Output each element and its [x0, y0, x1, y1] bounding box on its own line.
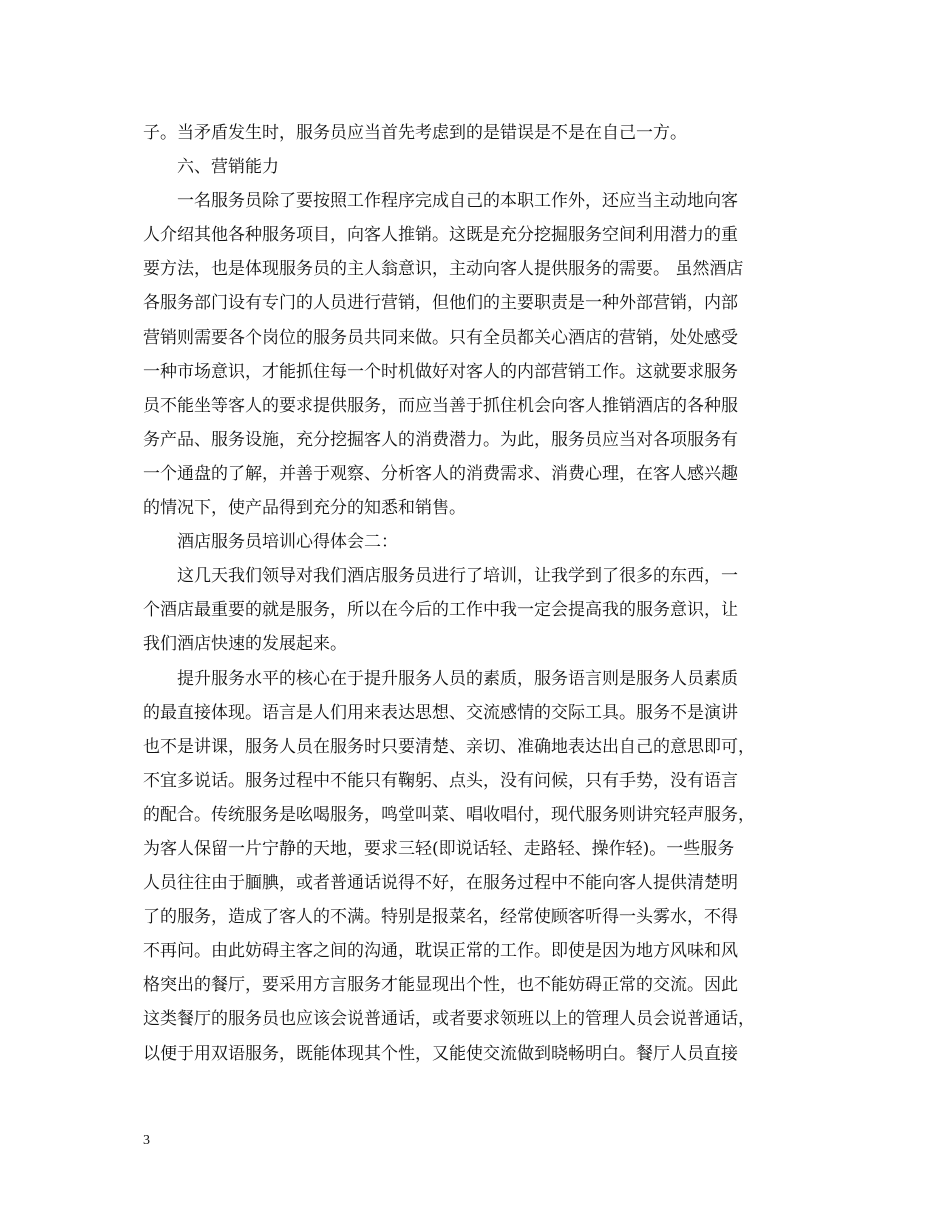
text-line: 也不是讲课，服务人员在服务时只要清楚、亲切、准确地表达出自己的意思即可， [143, 736, 755, 757]
text-line: 人员往往由于腼腆，或者普通话说得不好，在服务过程中不能向客人提供清楚明 [143, 873, 738, 894]
text-line: 为客人保留一片宁静的天地，要求三轻(即说话轻、走路轻、操作轻)。一些服务 [143, 838, 735, 859]
section-heading: 酒店服务员培训心得体会二： [143, 532, 398, 553]
text-line: 务产品、服务设施，充分挖掘客人的消费潜力。为此，服务员应当对各项服务有 [143, 429, 738, 450]
section-heading: 六、营销能力 [143, 157, 279, 178]
text-line: 了的服务，造成了客人的不满。特别是报菜名，经常使顾客听得一头雾水，不得 [143, 907, 738, 928]
text-line: 我们酒店快速的发展起来。 [143, 634, 347, 655]
text-line: 这几天我们领导对我们酒店服务员进行了培训，让我学到了很多的东西，一 [143, 566, 738, 587]
text-line: 一名服务员除了要按照工作程序完成自己的本职工作外，还应当主动地向客 [143, 191, 738, 212]
page-number: 3 [143, 1133, 150, 1148]
text-line: 不再问。由此妨碍主客之间的沟通，耽误正常的工作。即使是因为地方风味和风 [143, 941, 738, 962]
text-line: 提升服务水平的核心在于提升服务人员的素质，服务语言则是服务人员素质 [143, 668, 738, 689]
text-line: 一种市场意识，才能抓住每一个时机做好对客人的内部营销工作。这就要求服务 [143, 361, 738, 382]
text-line: 以便于用双语服务，既能体现其个性，又能使交流做到晓畅明白。餐厅人员直接 [143, 1043, 738, 1064]
text-line: 的情况下，使产品得到充分的知悉和销售。 [143, 498, 466, 519]
text-line: 要方法，也是体现服务员的主人翁意识，主动向客人提供服务的需要。 虽然酒店 [143, 259, 744, 280]
text-line: 营销则需要各个岗位的服务员共同来做。只有全员都关心酒店的营销，处处感受 [143, 327, 738, 348]
text-line: 人介绍其他各种服务项目，向客人推销。这既是充分挖掘服务空间利用潜力的重 [143, 225, 738, 246]
text-line: 个酒店最重要的就是服务，所以在今后的工作中我一定会提高我的服务意识，让 [143, 600, 738, 621]
text-line: 格突出的餐厅，要采用方言服务才能显现出个性，也不能妨碍正常的交流。因此 [143, 975, 738, 996]
text-line: 子。当矛盾发生时，服务员应当首先考虑到的是错误是不是在自己一方。 [143, 123, 687, 143]
body-text [143, 116, 823, 1071]
text-line: 不宜多说话。服务过程中不能只有鞠躬、点头，没有问候，只有手势，没有语言 [143, 770, 738, 791]
text-line: 一个通盘的了解，并善于观察、分析客人的消费需求、消费心理，在客人感兴趣 [143, 463, 738, 484]
text-line: 各服务部门设有专门的人员进行营销，但他们的主要职责是一种外部营销，内部 [143, 293, 738, 314]
text-line: 的最直接体现。语言是人们用来表达思想、交流感情的交际工具。服务不是演讲 [143, 702, 738, 723]
text-line: 员不能坐等客人的要求提供服务，而应当善于抓住机会向客人推销酒店的各种服 [143, 395, 738, 416]
text-line: 这类餐厅的服务员也应该会说普通话，或者要求领班以上的管理人员会说普通话， [143, 1009, 755, 1030]
text-line: 的配合。传统服务是吆喝服务，鸣堂叫菜、唱收唱付，现代服务则讲究轻声服务， [143, 804, 755, 825]
